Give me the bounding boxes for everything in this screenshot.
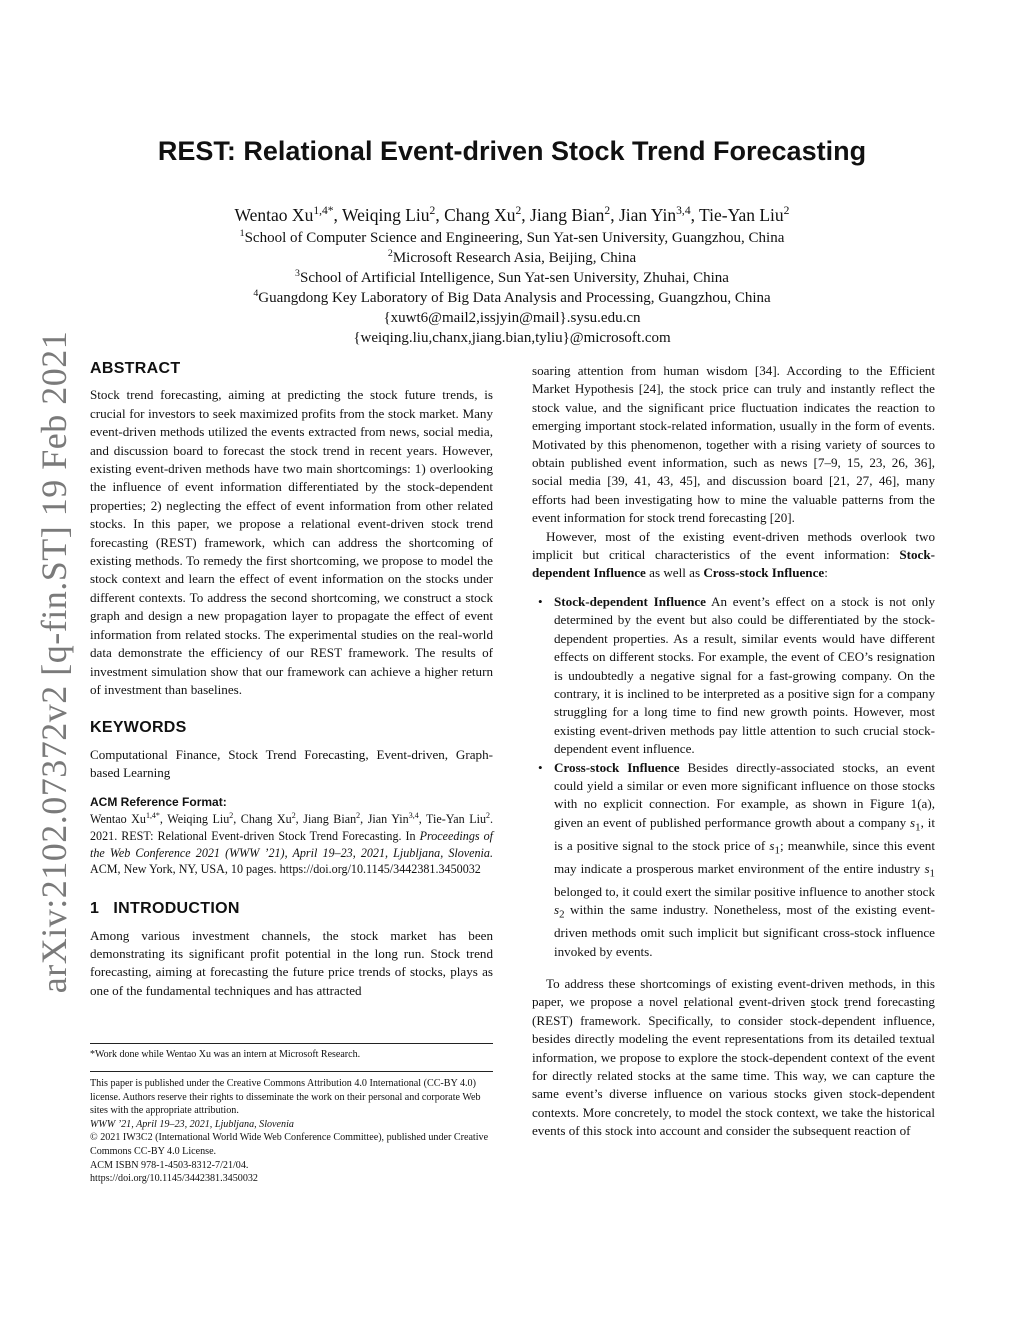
license-block: [90, 1077, 493, 1186]
term-cross-stock: Cross-stock Influence: [703, 565, 825, 581]
text-span: :: [824, 565, 828, 581]
ref-author-mark: 2: [229, 810, 234, 820]
affiliation: [100, 268, 924, 288]
ref-author-mark: 1,4*: [145, 810, 160, 820]
isbn-line: ACM ISBN 978-1-4503-8312-7/21/04.: [90, 1159, 249, 1171]
keywords-text: Computational Finance, Stock Trend Forecasting, Event-driven, Graph-based Learning: [90, 746, 493, 781]
bullet-title: Cross-stock Influence: [554, 759, 680, 775]
bullet-text: An event’s effect on a stock is not only determined by the event but also could be differentiated by the stock-dependent properties. As a result, similar events would have different effects on different stocks. For example, the event of CEO’s resignation is undoubtedly a negative signal for a fast-growing company. On the contrary, it is inclined to be interpreted as a positive sign for a company struggling for a long time to find new growth points. However, most existing event-driven methods pay little attention to such crucial stock-dependent event influence.: [554, 593, 935, 757]
affiliation: [100, 288, 924, 308]
acronym-letter: t: [844, 994, 848, 1010]
abstract-heading: ABSTRACT: [90, 360, 181, 377]
authors-block: [100, 202, 924, 348]
math-subscript: 1: [915, 821, 921, 834]
footnote-divider: [90, 1043, 493, 1044]
right-column: [532, 362, 935, 1141]
author-name: Jian Yin: [618, 205, 677, 225]
bullet-icon: •: [538, 759, 543, 775]
author-name: Wentao Xu: [234, 205, 314, 225]
math-subscript: 1: [929, 867, 935, 880]
ref-author: Chang Xu: [240, 811, 292, 826]
bullet-text: ; meanwhile, since this event may indicate a prosperous market environment of the entire industry: [554, 837, 935, 876]
text-span: tock: [815, 994, 845, 1010]
math-subscript: 1: [774, 844, 780, 857]
doi-line: https://doi.org/10.1145/3442381.3450032: [90, 1173, 258, 1185]
author-affiliation-mark: 2: [783, 205, 790, 218]
bullet-title: Stock-dependent Influence: [554, 593, 706, 609]
ref-venue: Proceedings of the Web Conference 2021 (WWW ’21), April 19–23, 2021, Ljubljana, Slovenia.: [90, 828, 493, 860]
paper-title: REST: Relational Event-driven Stock Trend Forecasting: [157, 136, 867, 166]
text-span: rend forecasting (REST) framework. Specifically, to consider stock-dependent influence, besides directly modeling the event representations from its detailed textual information, we propose to explore the stock-dependent context of the event for directly related stocks at the same time. This way, we can capture the same event’s diverse influence on various stocks given stock-dependent contexts. More concretely, to model the stock context, we take the historical events of this stock into account and consider the subsequent reaction of: [532, 994, 935, 1139]
affiliation-mark: 2: [387, 248, 393, 259]
ref-author-mark: 2: [486, 810, 490, 820]
math-symbol: s: [924, 860, 930, 876]
list-item: [532, 593, 935, 759]
affiliation: [100, 228, 924, 248]
license-text: This paper is published under the Creative Commons Attribution 4.0 International (CC-BY 4.0) license. Authors reserve their rights to disseminate the work on their personal and corporate Web sites with the appropriate attribution.: [90, 1078, 481, 1117]
author-affiliation-mark: 3,4: [676, 205, 691, 218]
introduction-text: Among various investment channels, the stock market has been demonstrating its significant profit potential in the long run. Stock trend forecasting, aiming at forecasting the future price trends of stocks, plays as one of the fundamental techniques and has attracted: [90, 927, 493, 998]
abstract-text: Stock trend forecasting, aiming at predicting the stock future trends, is crucial for investors to seek maximized profits from the stock market. Many event-driven methods utilized the events extracted from news, social media, and discussion board to forecast the stock trend in recent years. However, existing event-driven methods have two main shortcomings: 1) overlooking the influence of event information differentiated by the stock-dependent properties; 2) neglecting the effect of event information from other related stocks. In this paper, we propose a relational event-driven stock trend forecasting (REST) framework, which can address the shortcoming of existing methods. To remedy the first shortcoming, we propose to model the stock context and learn the effect of event information on the stocks under different contexts. To address the second shortcoming, we construct a stock graph and design a new propagation layer to propagate the effect of event information from related stocks. The experimental studies on the real-world data demonstrate the efficiency of our REST framework. The results of investment simulation show that our framework can achieve a higher return of investment than baselines.: [90, 387, 493, 697]
email-line: {weiqing.liu,chanx,jiang.bian,tyliu}@microsoft.com: [353, 330, 671, 346]
introduction-heading: 1 INTRODUCTION: [90, 900, 240, 918]
footnote: *Work done while Wentao Xu was an intern at Microsoft Research.: [90, 1049, 361, 1060]
bullet-text: within the same industry. Nonetheless, most of the existing event-driven methods omit such implicit but significant cross-stock influence invoked by events.: [554, 902, 935, 959]
arxiv-identifier-stamp: [30, 330, 78, 994]
bullet-text: , it is a positive signal to the stock price of: [554, 814, 935, 853]
math-subscript: 2: [559, 908, 565, 921]
term-stock-dependent: Stock-dependent Influence: [532, 547, 935, 581]
acronym-letter: s: [810, 994, 816, 1010]
ref-doi: ACM, New York, NY, USA, 10 pages. https://doi.org/10.1145/3442381.3450032: [90, 862, 481, 877]
affiliation-text: School of Computer Science and Engineering, Sun Yat-sen University, Guangzhou, China: [244, 230, 785, 246]
ref-author-mark: 3,4: [408, 810, 419, 820]
author-name: Weiqing Liu: [341, 205, 430, 225]
ref-author-mark: 2: [356, 810, 361, 820]
ref-author-mark: 2: [291, 810, 296, 820]
keywords-heading: KEYWORDS: [90, 719, 187, 737]
text-span: as well as: [645, 565, 704, 581]
math-symbol: s: [910, 814, 916, 830]
author-name: Chang Xu: [444, 205, 516, 225]
ref-author: Jiang Bian: [303, 811, 357, 826]
author-list: Wentao $Xu^{1,4*}$, Weiqing Liu$^2$, Chang Xu$^2$, Jiang Bian$^2$, Jian Yin$^{3,4}$, Tie-Yan Liu$^2$: [234, 205, 790, 225]
paragraph-proposal: [532, 975, 935, 1141]
author-affiliation-mark: 2: [515, 205, 522, 218]
copyright-line: © 2021 IW3C2 (International World Wide Web Conference Committee), published under Creative Commons CC-BY 4.0 License.: [90, 1132, 489, 1157]
affiliation: [100, 248, 924, 268]
acm-reference-text: Wentao $Xu^{1,4*}$, Weiqing Liu$^2$, Chang Xu$^2$, Jiang Bian$^2$, Jian Yin$^{3,4}$, Tie-Yan Liu$^2$. 2021. REST: Relational Event-driven Stock Trend Forecasting. In Proceedings of the Web Conference 2021 (WWW ’21), April 19–23, 2021, Ljubljana, Slovenia. ACM, New York, NY, USA, 10 pages. https://doi.org/10.1145/3442381.3450032: [90, 810, 494, 877]
text-span: To address these shortcomings of existing event-driven methods, in this paper, we propose a novel: [532, 976, 935, 1010]
characteristics-list: [532, 593, 935, 961]
conference-line: [90, 1118, 493, 1132]
author-affiliation-mark: 2: [429, 205, 436, 218]
bullet-icon: •: [538, 593, 543, 609]
bullet-text: Besides directly-associated stocks, an event could yield a similar or even more significant influence on those stocks with no explicit connection. For example, as shown in Figure 1(a), given an event of published performance growth about a company: [554, 759, 936, 830]
paragraph-market-hypothesis: soaring attention from human wisdom [34]. According to the Efficient Market Hypothesis [24], the stock price can truly and instantly reflect the stock value, and the significant price fluctuation indicates the reaction to emerging important stock-related information, usually in the form of events. Motivated by this phenomenon, together with a rising variety of sources to obtain published event information, such as news [7–9, 15, 23, 26, 36], social media [39, 41, 43, 45], and discussion board [21, 27, 46], many efforts had been investigating how to mine the valuable patterns from the event information for stock trend forecasting [20].: [532, 363, 935, 526]
affiliation-mark: 3: [295, 268, 300, 279]
ref-author: Wentao Xu: [90, 811, 146, 826]
text-span: vent-driven: [744, 994, 811, 1010]
acronym-letter: e: [739, 994, 745, 1010]
email-line: {xuwt6@mail2,issjyin@mail}.sysu.edu.cn: [383, 310, 641, 326]
ref-author: Tie-Yan Liu: [426, 811, 487, 826]
author-name: Jiang Bian: [530, 205, 605, 225]
text-span: elational: [688, 994, 740, 1010]
list-item: [532, 759, 935, 962]
acronym-letter: r: [683, 994, 689, 1010]
license-divider: [90, 1071, 493, 1072]
math-symbol: s: [554, 902, 560, 918]
ref-author: Weiqing Liu: [167, 811, 230, 826]
affiliation-mark: 1: [239, 228, 245, 239]
bullet-text: belonged to, it could exert the similar positive influence to another stock: [554, 883, 935, 899]
conference-info: WWW ’21, April 19–23, 2021, Ljubljana, Slovenia: [90, 1118, 294, 1130]
affiliation-text: Microsoft Research Asia, Beijing, China: [392, 250, 637, 266]
author-name: Tie-Yan Liu: [699, 205, 784, 225]
author-affiliation-mark: 1,4*: [313, 205, 334, 218]
math-symbol: s: [769, 837, 775, 853]
affiliation-mark: 4: [253, 288, 259, 299]
left-column: [90, 360, 493, 1000]
affiliation-text: School of Artificial Intelligence, Sun Yat-sen University, Zhuhai, China: [299, 270, 729, 286]
text-span: However, most of the existing event-driven methods overlook two implicit but critical characteristics of the event information:: [532, 528, 935, 563]
ref-author: Jian Yin: [367, 811, 409, 826]
acm-reference-label: ACM Reference Format:: [90, 794, 227, 809]
paragraph-characteristics: [532, 528, 935, 583]
arxiv-id-text: arXiv:2102.07372v2 [q-fin.ST] 19 Feb 2021: [34, 330, 74, 994]
affiliation-text: Guangdong Key Laboratory of Big Data Analysis and Processing, Guangzhou, China: [258, 290, 771, 306]
ref-title: . 2021. REST: Relational Event-driven Stock Trend Forecasting. In: [90, 811, 494, 843]
author-affiliation-mark: 2: [604, 205, 611, 218]
